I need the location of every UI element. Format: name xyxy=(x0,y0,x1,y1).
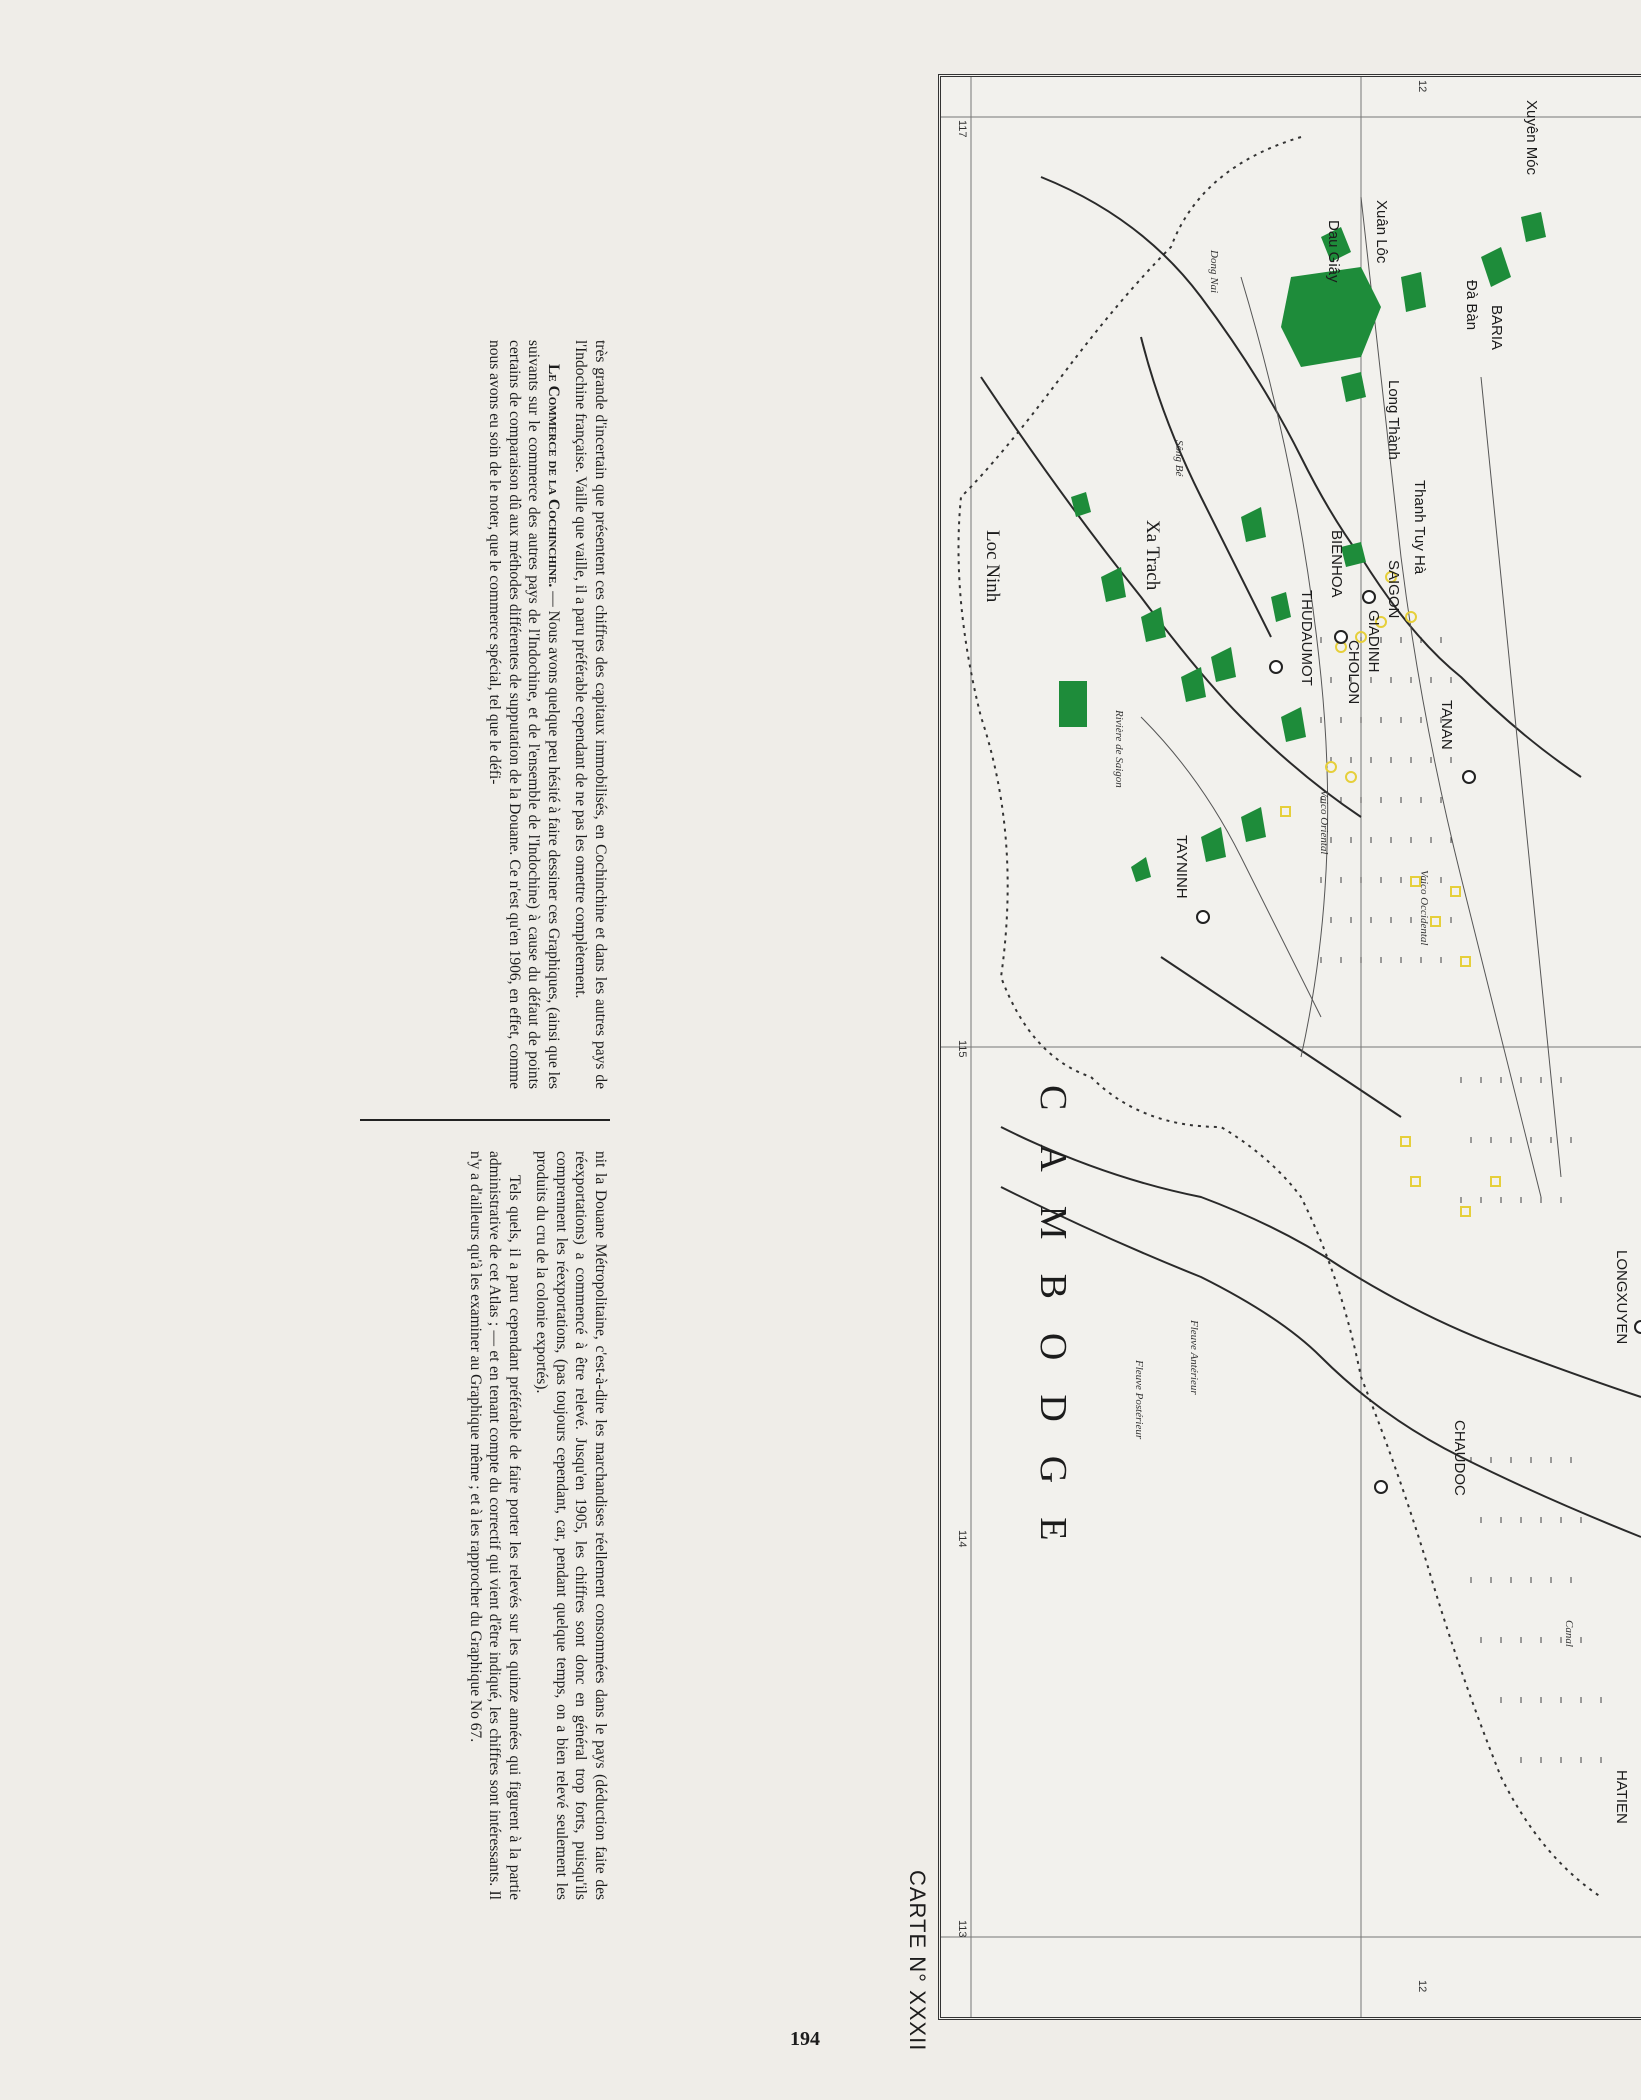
region-label: CAMBODGE xyxy=(1032,1085,1074,1575)
map-frame xyxy=(938,74,1641,2020)
paragraph: nit la Douane Métropolitaine, c'est-à-dire les marchandises réellement consommées dans le pays (déduction faite des réexportations) a commencé à être relevé. Jusqu'en 1905, les chiffres sont donc en général trop forts, puisqu'ils comprennent les réexportations, (pas toujours cependant, car, pendant quelque temps, on a bien relevé seulement les produits du cru de la colonie exportés). xyxy=(533,1151,609,1900)
place-label: SAIGON xyxy=(1385,560,1402,619)
paragraph xyxy=(485,340,563,1089)
grid-number: 117 xyxy=(956,120,968,138)
page-number: 194 xyxy=(790,2028,820,2050)
place-label: GIADINH xyxy=(1365,610,1382,673)
section-heading: Le Commerce de la Cochinchine. xyxy=(545,364,562,588)
place-label: Thanh Tuy Hà xyxy=(1411,480,1428,575)
place-label: Xuân Lôc xyxy=(1373,200,1390,264)
place-label: HATIEN xyxy=(1613,1770,1630,1824)
rivers xyxy=(981,177,1641,1537)
place-label: Dau Giây xyxy=(1325,220,1342,283)
grid-number: 113 xyxy=(956,1920,968,1938)
paragraph: très grande d'incertain que présentent ces chiffres des capitaux immobilisés, en Cochinchine et dans les autres pays de l'Indochine française. Vaille que vaille, il a paru préférable cependant de ne pas les omettre complètement. xyxy=(572,340,609,1089)
frontier-line xyxy=(959,137,1602,1897)
place-label: Xa Trach xyxy=(1142,520,1163,591)
paragraph: Tels quels, il a paru cependant préférable de faire porter les relevés sur les quinze années qui figurent à la partie administrative de cet Atlas ; — et en tenant compte du correctif qui vient d'être indiqué, les chiffres sont intéressants. Il n'y a d'ailleurs qu'à les examiner au Graphique même ; et à les rapprocher du Graphique No 67. xyxy=(467,1151,523,1900)
river-label: Rivière de Saigon xyxy=(1113,710,1125,788)
place-label: CHOLON xyxy=(1345,640,1362,705)
place-label: BIENHOA xyxy=(1328,530,1345,598)
grid-number: 114 xyxy=(956,1530,968,1548)
place-label: TAYNINH xyxy=(1173,835,1190,899)
text-column-1 xyxy=(360,340,610,1089)
river-label: Sông Bé xyxy=(1173,440,1185,477)
grid-number: 115 xyxy=(956,1040,968,1058)
place-label: Long Thành xyxy=(1385,380,1402,460)
place-label: Đà Bàn xyxy=(1463,280,1480,331)
place-label: CHAUDOC xyxy=(1451,1420,1468,1496)
map-drawing xyxy=(941,77,1641,2017)
place-label: BARIA xyxy=(1488,305,1505,351)
paragraph-body: — Nous avons quelque peu hésité à faire dessiner ces Graphiques, (ainsi que les suivants sur le commerce des autres pays de l'Indochine, et de l'ensemble de l'Indochine) à cause du défaut de points certains de comparaison dû aux méthodes différentes de supputation de la Douane. Ce n'est qu'en 1906, en effet, comme nous avons eu soin de le noter, que le commerce spécial, tel que le défi- xyxy=(486,340,562,1089)
marsh-hatching xyxy=(1321,637,1601,1763)
place-label: TANAN xyxy=(1438,700,1455,750)
place-label: THUDAUMOT xyxy=(1298,590,1315,686)
place-label: Loc Ninh xyxy=(982,530,1003,603)
river-label: Dong Nai xyxy=(1208,250,1220,294)
river-label: Vaico Oriental xyxy=(1318,790,1330,855)
grid-number: 12 xyxy=(1416,80,1428,93)
column-divider xyxy=(360,1119,610,1121)
text-block xyxy=(360,340,610,1900)
river-label: Vaico Occidental xyxy=(1418,870,1430,946)
river-label: Fleuve Postérieur xyxy=(1133,1360,1145,1440)
river-label: Fleuve Antérieur xyxy=(1188,1320,1200,1395)
map-title: CARTE N° XXXII xyxy=(905,1870,930,2052)
town-symbols xyxy=(1197,591,1641,1493)
river-label: Canal xyxy=(1563,1620,1575,1647)
place-label: Xuyên Móc xyxy=(1523,100,1540,176)
place-label: LONGXUYEN xyxy=(1613,1250,1630,1345)
graticule xyxy=(941,77,1641,2017)
grid-number: 12 xyxy=(1416,1980,1428,1993)
text-column-2 xyxy=(360,1151,610,1900)
